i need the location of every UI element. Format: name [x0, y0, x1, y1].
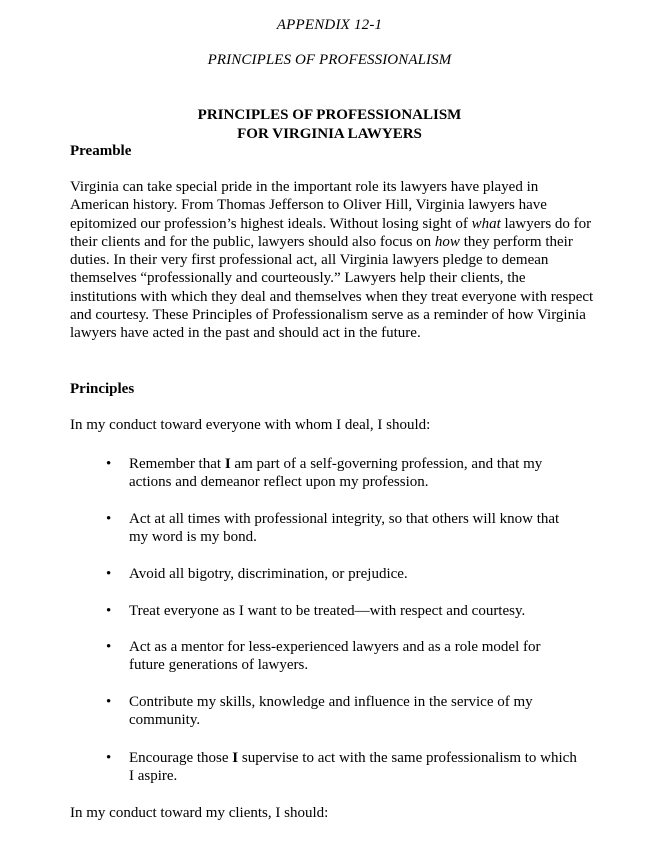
- list-item-text: [129, 749, 577, 785]
- list-item-text-pre: Encourage those: [129, 750, 233, 766]
- list-item-text: [129, 455, 577, 491]
- list-item-text: Act at all times with professional integrity, so that others will know that my word is my bond.: [129, 511, 560, 545]
- list-item-text: Treat everyone as I want to be treated—with respect and courtesy.: [129, 603, 526, 619]
- bullet-icon: •: [106, 456, 112, 472]
- document-title: [0, 106, 659, 144]
- title-line-2: FOR VIRGINIA LAWYERS: [237, 126, 422, 142]
- list-item-text: Contribute my skills, knowledge and influence in the service of my community.: [129, 694, 533, 728]
- preamble-paragraph: [70, 178, 594, 343]
- conduct-everyone-intro: In my conduct toward everyone with whom I deal, I should:: [70, 417, 431, 433]
- conduct-clients-intro: In my conduct toward my clients, I should:: [70, 805, 329, 821]
- list-item-text: Act as a mentor for less-experienced lawyers and as a role model for future generations of lawyers.: [129, 639, 541, 673]
- bullet-icon: •: [106, 511, 112, 527]
- bullet-icon: •: [106, 639, 112, 655]
- title-line-1: PRINCIPLES OF PROFESSIONALISM: [197, 107, 462, 123]
- preamble-text-part-2: lawyers do for their clients and for the public, lawyers should also focus on: [70, 215, 592, 250]
- list-item-text-post: supervise to act with the same professionalism to which I aspire.: [129, 750, 577, 784]
- preamble-text-part-1: Virginia can take special pride in the important role its lawyers have played in American history. From Thomas Jefferson to Oliver Hill, Virginia lawyers have epitomized our profession’s highest ideals. Without losing sight of: [70, 179, 547, 232]
- bullet-icon: •: [106, 750, 112, 766]
- list-item-text-bold: I: [224, 456, 231, 472]
- preamble-emphasis-how: how: [434, 233, 460, 250]
- bullet-icon: •: [106, 603, 112, 619]
- appendix-label: APPENDIX 12-1: [276, 17, 383, 33]
- bullet-icon: •: [106, 694, 112, 710]
- bullet-icon: •: [106, 566, 112, 582]
- list-item-text-post: am part of a self-governing profession, and that my actions and demeanor reflect upon my profession.: [129, 456, 543, 490]
- preamble-heading: Preamble: [70, 143, 132, 159]
- list-item-text-pre: Remember that: [129, 456, 225, 472]
- appendix-subtitle: PRINCIPLES OF PROFESSIONALISM: [207, 52, 452, 68]
- list-item-text-bold: I: [232, 750, 239, 766]
- preamble-text-part-3: they perform their duties. In their very first professional act, all Virginia lawyers pledge to demean themselves “professionally and courteously.” Lawyers help their clients, the institutions with which they deal and themselves when they treat everyone with respect and courtesy. These Principles of Professionalism serve as a reminder of how Virginia lawyers have acted in the past and should act in the future.: [70, 233, 594, 342]
- list-item-text: Avoid all bigotry, discrimination, or prejudice.: [129, 566, 408, 582]
- principles-heading: Principles: [70, 381, 135, 397]
- preamble-emphasis-what: what: [471, 215, 501, 232]
